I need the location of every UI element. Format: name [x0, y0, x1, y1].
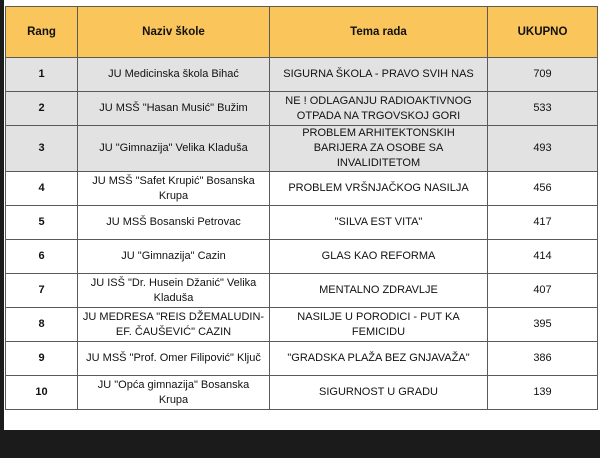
table-row — [6, 58, 598, 92]
school-cell: JU ISŠ "Dr. Husein Džanić" Velika Kladuša — [78, 274, 270, 308]
school-cell: JU "Gimnazija" Velika Kladuša — [78, 126, 270, 172]
header-topic: Tema rada — [270, 7, 488, 58]
total-cell: 414 — [488, 240, 598, 274]
left-edge-bar — [0, 0, 4, 458]
topic-cell: GLAS KAO REFORMA — [270, 240, 488, 274]
rank-cell: 3 — [6, 126, 78, 172]
school-cell: JU "Gimnazija" Cazin — [78, 240, 270, 274]
header-row — [6, 7, 598, 58]
topic-cell: NASILJE U PORODICI - PUT KA FEMICIDU — [270, 308, 488, 342]
topic-cell: SIGURNOST U GRADU — [270, 376, 488, 410]
school-cell: JU MSŠ "Prof. Omer Filipović" Ključ — [78, 342, 270, 376]
header-school: Naziv škole — [78, 7, 270, 58]
table-row — [6, 206, 598, 240]
school-cell: JU "Opća gimnazija" Bosanska Krupa — [78, 376, 270, 410]
table-row — [6, 308, 598, 342]
total-cell: 709 — [488, 58, 598, 92]
table-row — [6, 376, 598, 410]
total-cell: 407 — [488, 274, 598, 308]
table-row — [6, 342, 598, 376]
rank-cell: 2 — [6, 92, 78, 126]
school-cell: JU MSŠ "Hasan Musić" Bužim — [78, 92, 270, 126]
rank-cell: 6 — [6, 240, 78, 274]
topic-cell: "SILVA EST VITA" — [270, 206, 488, 240]
header-total: UKUPNO — [488, 7, 598, 58]
rank-cell: 7 — [6, 274, 78, 308]
table-row — [6, 172, 598, 206]
rank-cell: 10 — [6, 376, 78, 410]
school-cell: JU Medicinska škola Bihać — [78, 58, 270, 92]
total-cell: 533 — [488, 92, 598, 126]
topic-cell: PROBLEM VRŠNJAČKOG NASILJA — [270, 172, 488, 206]
topic-cell: "GRADSKA PLAŽA BEZ GNJAVAŽA" — [270, 342, 488, 376]
bottom-bar — [0, 430, 600, 458]
school-cell: JU MEDRESA "REIS DŽEMALUDIN-EF. ČAUŠEVIĆ" CAZIN — [78, 308, 270, 342]
rank-cell: 8 — [6, 308, 78, 342]
topic-cell: PROBLEM ARHITEKTONSKIH BARIJERA ZA OSOBE SA INVALIDITETOM — [270, 126, 488, 172]
topic-cell: MENTALNO ZDRAVLJE — [270, 274, 488, 308]
rank-cell: 4 — [6, 172, 78, 206]
total-cell: 395 — [488, 308, 598, 342]
table-row — [6, 240, 598, 274]
school-cell: JU MSŠ Bosanski Petrovac — [78, 206, 270, 240]
total-cell: 139 — [488, 376, 598, 410]
rank-cell: 1 — [6, 58, 78, 92]
header-rank: Rang — [6, 7, 78, 58]
table-row — [6, 126, 598, 172]
rank-cell: 5 — [6, 206, 78, 240]
topic-cell: NE ! ODLAGANJU RADIOAKTIVNOG OTPADA NA TRGOVSKOJ GORI — [270, 92, 488, 126]
table-row — [6, 274, 598, 308]
school-cell: JU MSŠ "Safet Krupić" Bosanska Krupa — [78, 172, 270, 206]
total-cell: 417 — [488, 206, 598, 240]
ranking-table — [5, 6, 598, 410]
total-cell: 456 — [488, 172, 598, 206]
rank-cell: 9 — [6, 342, 78, 376]
topic-cell: SIGURNA ŠKOLA - PRAVO SVIH NAS — [270, 58, 488, 92]
total-cell: 386 — [488, 342, 598, 376]
table-row — [6, 92, 598, 126]
total-cell: 493 — [488, 126, 598, 172]
